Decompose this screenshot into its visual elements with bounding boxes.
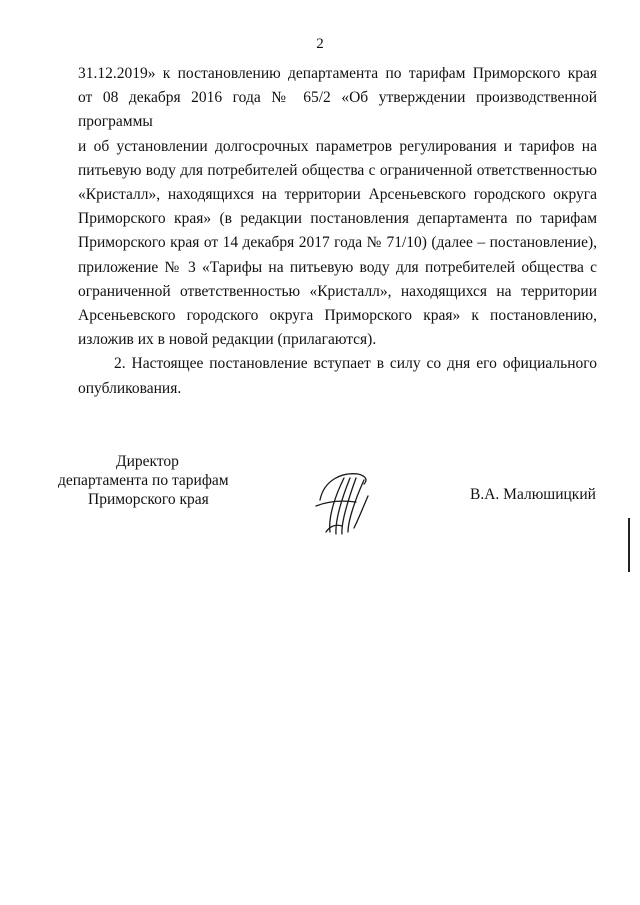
paragraph1-line: и об установлении долгосрочных параметров регулирования и тарифов на (78, 137, 597, 155)
signatory-title-line: Приморского края (88, 491, 209, 508)
signatory-name: В.А. Малюшицкий (470, 486, 596, 503)
paragraph1-line: «Кристалл», находящихся на территории Арсеньевского городского округа (78, 186, 597, 204)
paragraph2-line: опубликования. (78, 379, 182, 397)
paragraph1-line: ограниченной ответственностью «Кристалл», находящихся на территории (78, 282, 597, 300)
signatory-title-line: департамента по тарифам (58, 472, 229, 489)
scan-edge-mark (628, 518, 630, 572)
paragraph1-line: от 08 декабря 2016 года № 65/2 «Об утверждении производственной программы (78, 89, 597, 131)
paragraph1-line: Приморского края» (в редакции постановления департамента по тарифам (78, 210, 597, 228)
signatory-title (58, 452, 229, 509)
paragraph1-line: изложив их в новой редакции (прилагаются). (78, 331, 377, 349)
body-text (78, 62, 597, 401)
page-number: 2 (316, 36, 324, 52)
handwritten-signature-icon (306, 466, 376, 538)
paragraph2-line: 2. Настоящее постановление вступает в силу со дня его официального (114, 355, 597, 373)
signatory-title-line: Директор (116, 453, 179, 470)
paragraph1-line: приложение № 3 «Тарифы на питьевую воду для потребителей общества с (78, 258, 597, 276)
paragraph1-line: Приморского края от 14 декабря 2017 года № 71/10) (далее – постановление), (78, 234, 597, 252)
paragraph1-line: 31.12.2019» к постановлению департамента по тарифам Приморского края (78, 65, 597, 82)
paragraph1-line: питьевую воду для потребителей общества с ограниченной ответственностью (78, 161, 597, 179)
paragraph1-line: Арсеньевского городского округа Приморского края» к постановлению, (78, 307, 597, 325)
